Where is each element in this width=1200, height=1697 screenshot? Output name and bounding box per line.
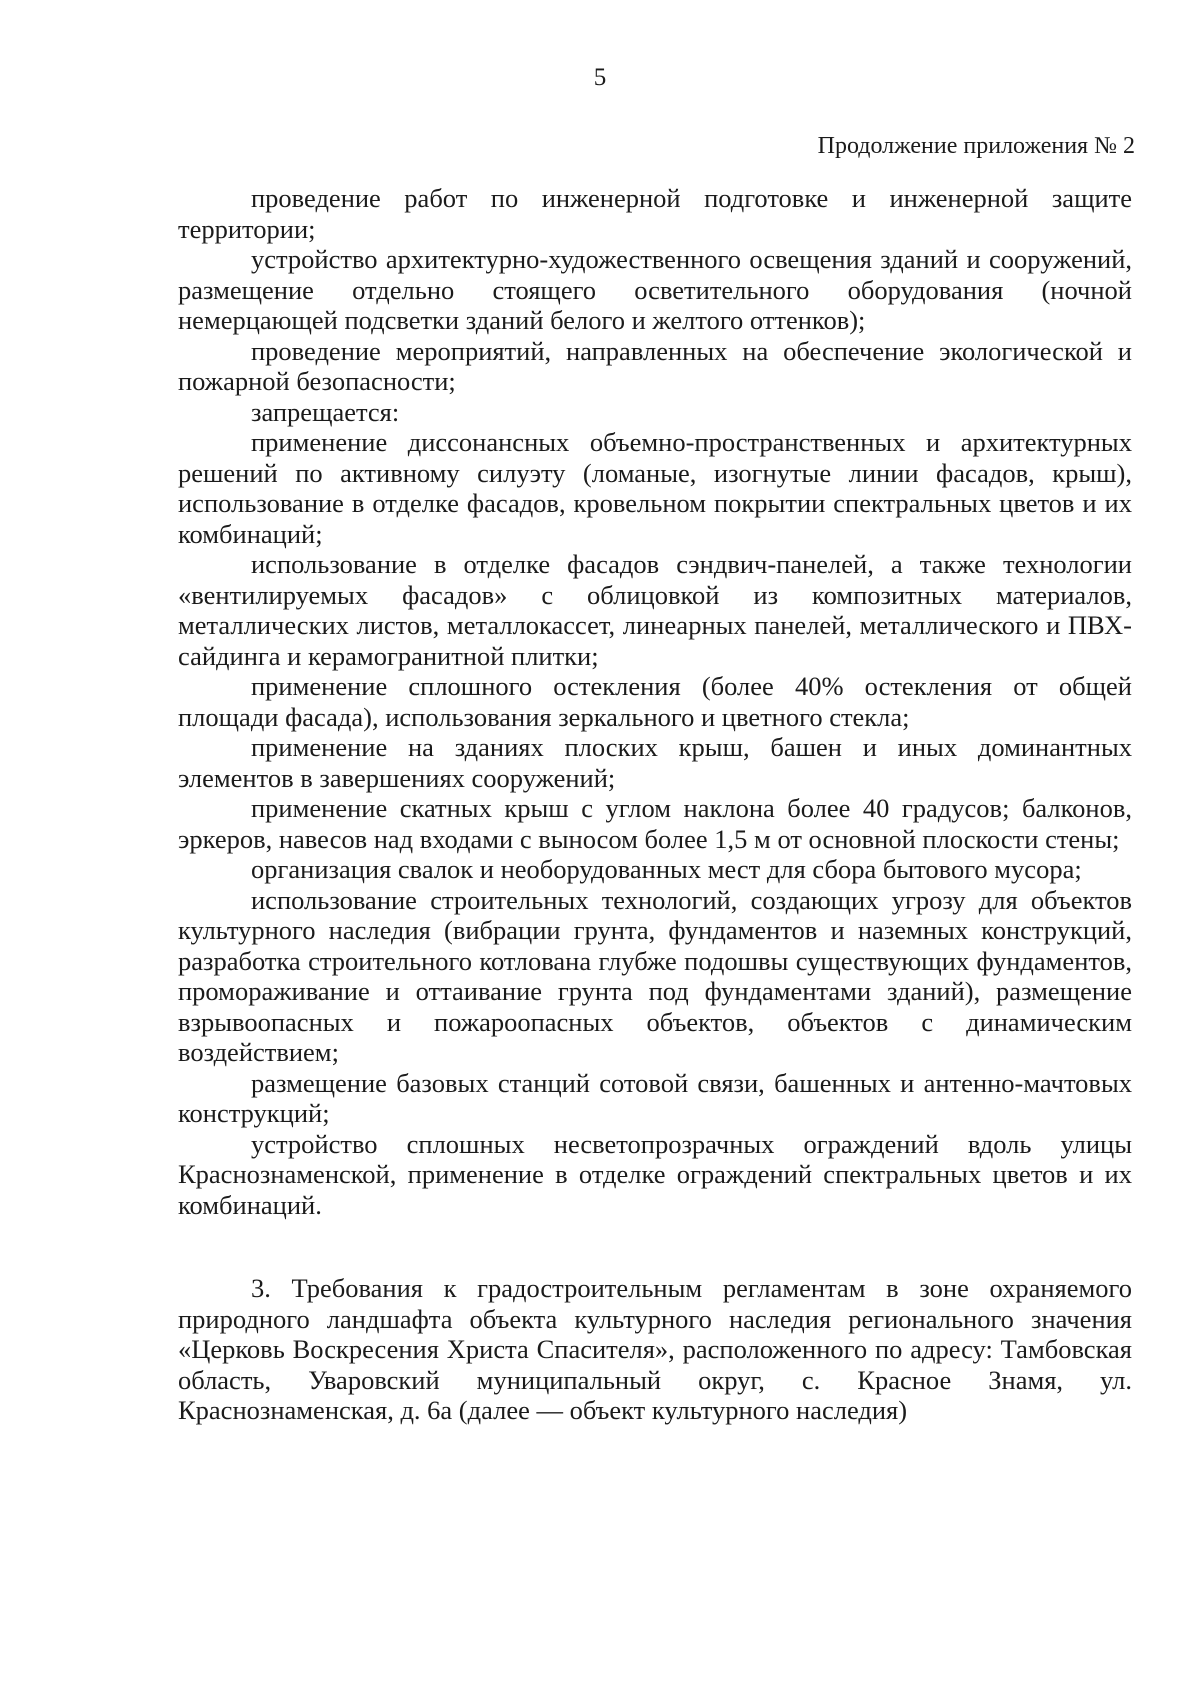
paragraph: применение сплошного остекления (более 40% остекления от общей площади фасада), использования зеркального и цветного стекла; [178,671,1132,732]
paragraph: использование строительных технологий, создающих угрозу для объектов культурного наследия (вибрации грунта, фундаментов и наземных конструкций, разработка строительного котлована глубже подошвы существующих фундаментов, промораживание и оттаивание грунта под фундаментами зданий), размещение взрывоопасных и пожароопасных объектов, объектов с динамическим воздействием; [178,884,1132,1067]
page-number: 5 [593,64,607,91]
paragraph: использование в отделке фасадов сэндвич-панелей, а также технологии «вентилируемых фасадов» с облицовкой из композитных материалов, металлических листов, металлокассет, линеарных панелей, металлического и ПВХ-сайдинга и керамогранитной плитки; [178,549,1132,671]
paragraph: устройство архитектурно-художественного освещения зданий и сооружений, размещение отдельно стоящего осветительного оборудования (ночной немерцающей подсветки зданий белого и желтого оттенков); [178,244,1132,335]
paragraph: проведение мероприятий, направленных на обеспечение экологической и пожарной безопасности; [178,335,1132,396]
paragraph: проведение работ по инженерной подготовке и инженерной защите территории; [178,183,1132,244]
paragraph: применение диссонансных объемно-пространственных и архитектурных решений по активному силуэту (ломаные, изогнутые линии фасадов, крыш), использование в отделке фасадов, кровельном покрытии спектральных цветов и их комбинаций; [178,427,1132,549]
document-body [178,183,1132,1426]
paragraph: размещение базовых станций сотовой связи, башенных и антенно-мачтовых конструкций; [178,1067,1132,1128]
appendix-continuation-label: Продолжение приложения № 2 [817,133,1135,159]
paragraph: устройство сплошных несветопрозрачных ограждений вдоль улицы Краснознаменской, применение в отделке ограждений спектральных цветов и их комбинаций. [178,1128,1132,1220]
paragraph: организация свалок и необорудованных мест для сбора бытового мусора; [251,854,1082,884]
paragraph: применение на зданиях плоских крыш, башен и иных доминантных элементов в завершениях сооружений; [178,732,1132,793]
section-3-heading: 3. Требования к градостроительным регламентам в зоне охраняемого природного ландшафта объекта культурного наследия регионального значения «Церковь Воскресения Христа Спасителя», расположенного по адресу: Тамбовская область, Уваровский муниципальный округ, с. Красное Знамя, ул. Краснознаменская, д. 6а (далее — объект культурного наследия) [178,1273,1132,1425]
paragraph: запрещается: [251,396,400,427]
paragraph: применение скатных крыш с углом наклона более 40 градусов; балконов, эркеров, навесов над входами с выносом более 1,5 м от основной плоскости стены; [178,793,1132,854]
